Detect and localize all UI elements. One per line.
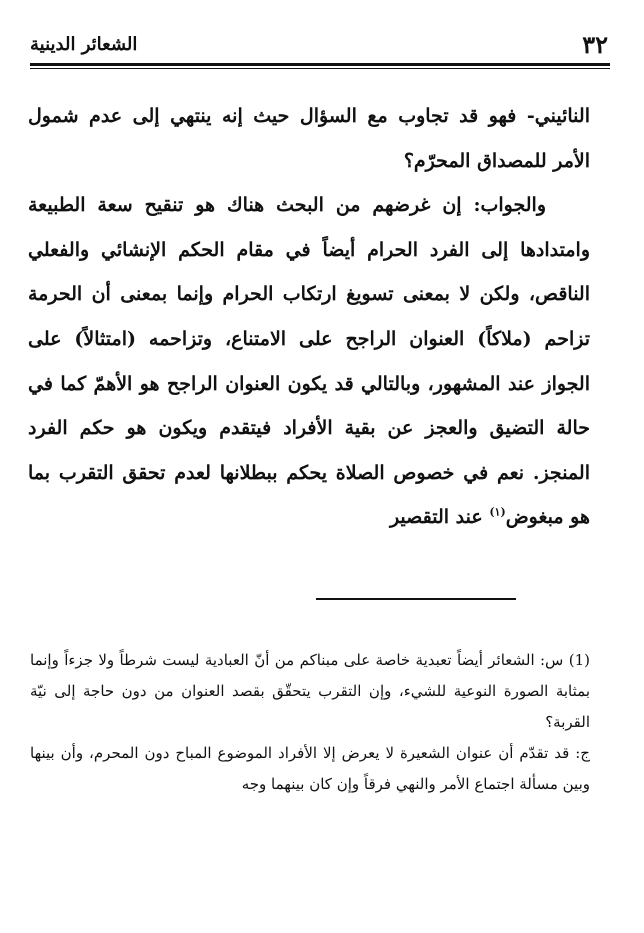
footnote-separator bbox=[316, 598, 516, 600]
paragraph: النائيني- فهو قد تجاوب مع السؤال حيث إنه ينتهي إلى عدم شمول الأمر للمصداق المحرّم؟ bbox=[28, 105, 590, 172]
header-rule-thin bbox=[30, 68, 610, 69]
footnotes bbox=[30, 645, 590, 800]
paragraph-text: والجواب: إن غرضهم من البحث هناك هو تنقيح سعة الطبيعة وامتدادها إلى الفرد الحرام أيضاً في مقام الحكم الإنشائي والفعلي الناقص، ولكن لا بمعنى تسويغ ارتكاب الحرام وإنما بمعنى أن الحرمة تزاحم (ملاكاً) العنوان الراجح على الامتناع، وتزاحمه (امتثالاً) على الجواز عند المشهور، وبالتالي قد يكون العنوان الراجح هو الأهمّ كما في حالة التضيق والعجز عن بقية الأفراد فيتقدم ويكون هو حكم الفرد المنجز. نعم في خصوص الصلاة يحكم ببطلانها لعدم تحقق التقرب بما هو مبغوض bbox=[28, 194, 590, 529]
footnote-reference[interactable]: (١) bbox=[489, 506, 506, 520]
page-number: ٣٢ bbox=[582, 30, 608, 59]
footnote-question: (1) س: الشعائر أيضاً تعبدية خاصة على مبناكم من أنّ العبادية ليست شرطاً ولا جزءاً وإنما بمثابة الصورة النوعية للشيء، وإن التقرب يتحقّق بقصد العنوان من دون حاجة إلى نيّة القربة؟ bbox=[30, 651, 590, 731]
main-text bbox=[28, 94, 590, 540]
running-title: الشعائر الدينية bbox=[30, 34, 138, 55]
footnote-answer: ج: قد تقدّم أن عنوان الشعيرة لا يعرض إلا الأفراد الموضوع المباح دون المحرم، وأن بينها وبين مسألة اجتماع الأمر والنهي فرقاً وإن كان بينهما وجه bbox=[30, 744, 590, 793]
page-header bbox=[30, 26, 608, 66]
paragraph-text-tail: عند التقصير bbox=[389, 506, 490, 529]
header-rule-thick bbox=[30, 63, 610, 66]
paragraph bbox=[28, 183, 590, 540]
